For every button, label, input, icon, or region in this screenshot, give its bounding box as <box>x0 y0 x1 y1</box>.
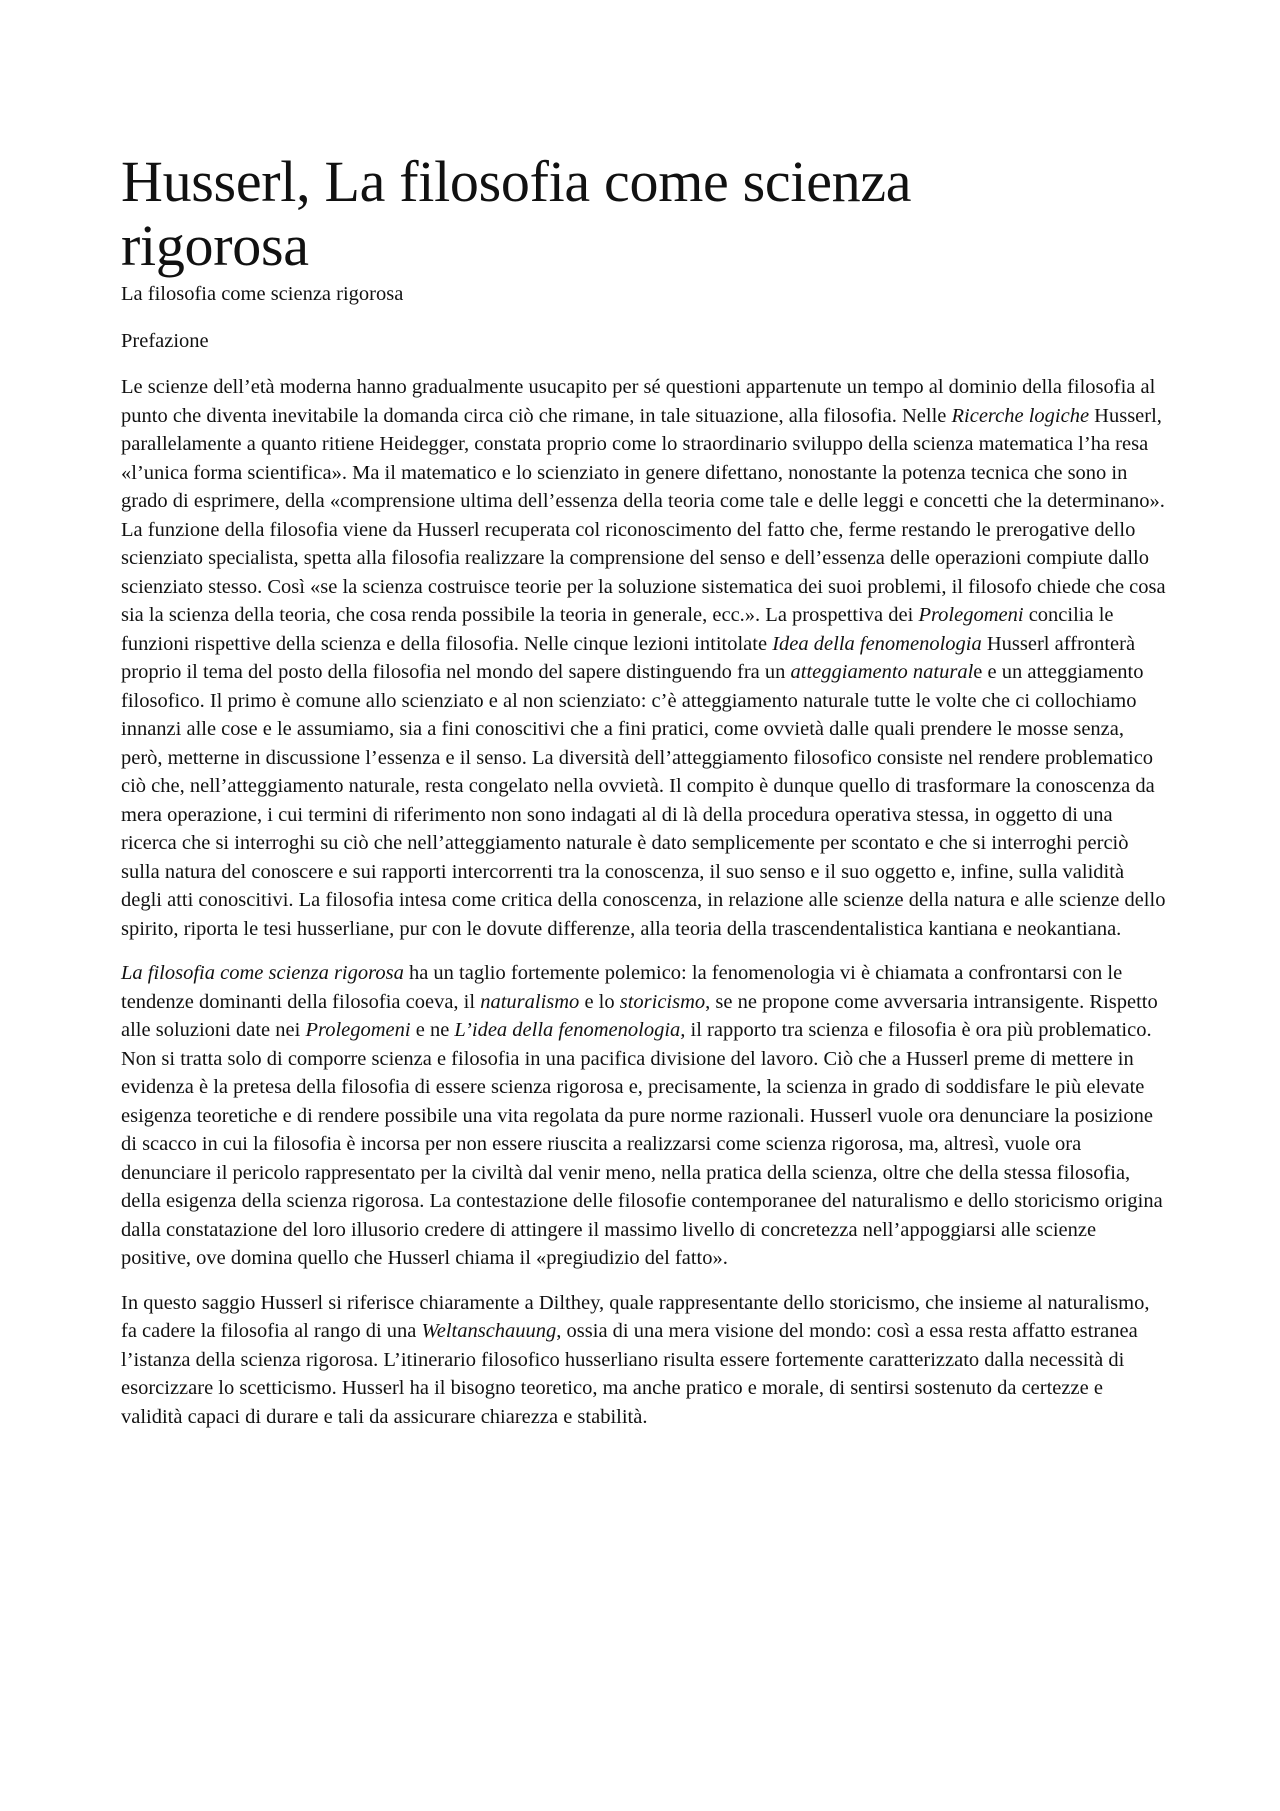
paragraph-2 <box>121 959 1167 1273</box>
paragraph-2-italic-segment: naturalismo <box>480 990 580 1013</box>
paragraph-3-segment: In questo saggio Husserl si riferisce chiaramente a Dilthey, quale rappresentante dello storicismo, che insieme al naturalismo, fa cadere la filosofia al rango di una <box>121 1291 1150 1342</box>
paragraph-3-italic-segment: Weltanschauung <box>421 1320 557 1342</box>
paragraph-2-italic-segment: L’idea della fenomenologia, <box>454 1019 686 1041</box>
paragraph-1-italic-segment: Prolegomeni <box>918 604 1024 626</box>
paragraph-1-italic-segment: Idea della fenomenologia <box>772 632 982 655</box>
paragraph-3-segment: , ossia di una mera visione del mondo: così a essa resta affatto estranea l’istanza della scienza rigorosa. L’itinerario filosofico husserliano risulta essere fortemente caratterizzato dalla necessità di esorcizzare lo scetticismo. Husserl ha il bisogno teoretico, ma anche pratico e morale, di sentirsi sostenuto da certezze e validità capaci di durare e tali da assicurare chiarezza e stabilità. <box>121 1320 1138 1428</box>
paragraph-1-italic-segment: Ricerche logiche <box>951 404 1090 427</box>
paragraph-2-italic-segment: Prolegomeni <box>305 1019 411 1041</box>
paragraph-2-segment: e ne <box>410 1019 455 1041</box>
paragraph-1-segment: concilia le funzioni rispettive della scienza e della filosofia. Nelle cinque lezioni intitolate <box>121 604 1114 655</box>
paragraph-2-segment: il rapporto tra scienza e filosofia è ora più problematico. Non si tratta solo di comporre scienza e filosofia in una pacifica divisione del lavoro. Ciò che a Husserl preme di mettere in evidenza è la pretesa della filosofia di essere scienza rigorosa e, precisamente, la scienza in grado di soddisfare le più elevate esigenza teoretiche e di rendere possibile una vita regolata da pure norme razionali. Husserl vuole ora denunciare la posizione di scacco in cui la filosofia è incorsa per non essere riuscita a realizzarsi come scienza rigorosa, ma, altresì, vuole ora denunciare il pericolo rappresentato per la civiltà dal venir meno, nella pratica della scienza, oltre che della stessa filosofia, della esigenza della scienza rigorosa. La contestazione delle filosofie contemporanee del naturalismo e dello storicismo origina dalla constatazione del loro illusorio credere di attingere il massimo livello di concretezza nell’appoggiarsi alle scienze positive, ove domina quello che Husserl chiama il «pregiudizio del fatto». <box>121 1019 1163 1269</box>
paragraph-1-italic-segment: atteggiamento natural <box>790 661 974 683</box>
document-subtitle: La filosofia come scienza rigorosa <box>121 283 404 305</box>
paragraph-2-italic-segment: storicismo <box>619 990 706 1013</box>
paragraph-2-segment: , se ne propone come avversaria intransigente. Rispetto alle soluzioni date nei <box>121 990 1158 1041</box>
paragraph-1 <box>121 373 1167 943</box>
paragraph-1-segment: Husserl, parallelamente a quanto ritiene Heidegger, constata proprio come lo straordinario sviluppo della scienza matematica l’ha resa «l’unica forma scientifica». Ma il matematico e lo scienziato in genere difettano, nonostante la potenza tecnica che sono in grado di esprimere, della «comprensione ultima dell’essenza della teoria come tale e delle leggi e concetti che la determinano». La funzione della filosofia viene da Husserl recuperata col riconoscimento del fatto che, ferme restando le prerogative dello scienziato specialista, spetta alla filosofia realizzare la comprensione del senso e dell’essenza delle operazioni compiute dallo scienziato stesso. Così «se la scienza costruisce teorie per la soluzione sistematica dei suoi problemi, il filosofo chiede che cosa sia la scienza della teoria, che cosa renda possibile la teoria in generale, ecc.». La prospettiva dei <box>121 404 1166 626</box>
section-heading: Prefazione <box>121 330 209 352</box>
paragraph-2-segment: e lo <box>579 990 620 1013</box>
paragraph-1-segment: Le scienze dell’età moderna hanno gradualmente usucapito per sé questioni appartenute un tempo al dominio della filosofia al punto che diventa inevitabile la domanda circa ciò che rimane, in tale situazione, alla filosofia. Nelle <box>121 376 1156 427</box>
paragraph-2-segment: ha un taglio fortemente polemico: la fenomenologia vi è chiamata a confrontarsi con le tendenze dominanti della filosofia coeva, il <box>121 962 1123 1013</box>
paragraph-3 <box>121 1289 1167 1432</box>
document-title: Husserl, La filosofia come scienza rigorosa <box>121 149 912 278</box>
paragraph-1-segment: e e un atteggiamento filosofico. Il primo è comune allo scienziato e al non scienziato: c’è atteggiamento naturale tutte le volte che ci collochiamo innanzi alle cose e le assumiamo, sia a fini conoscitivi che a fini pratici, come ovvietà dalle quali prendere le mosse senza, però, metterne in discussione l’essenza e il senso. La diversità dell’atteggiamento filosofico consiste nel rendere problematico ciò che, nell’atteggiamento naturale, resta congelato nella ovvietà. Il compito è dunque quello di trasformare la conoscenza da mera operazione, i cui termini di riferimento non sono indagati al di là della procedura operativa stessa, in oggetto di una ricerca che si interroghi su ciò che nell’atteggiamento naturale è dato semplicemente per scontato e che si interroghi perciò sulla natura del conoscere e sui rapporti intercorrenti tra la conoscenza, il suo senso e il suo oggetto e, infine, sulla validità degli atti conoscitivi. La filosofia intesa come critica della conoscenza, in relazione alle scienze della natura e alle scienze dello spirito, riporta le tesi husserliane, pur con le dovute differenze, alla teoria della trascendentalistica kantiana e neokantiana. <box>121 661 1166 940</box>
paragraph-2-italic-segment: La filosofia come scienza rigorosa <box>121 962 404 984</box>
document-page <box>121 150 1167 1431</box>
paragraph-1-segment: Husserl affronterà proprio il tema del posto della filosofia nel mondo del sapere distinguendo fra un <box>121 632 1136 683</box>
